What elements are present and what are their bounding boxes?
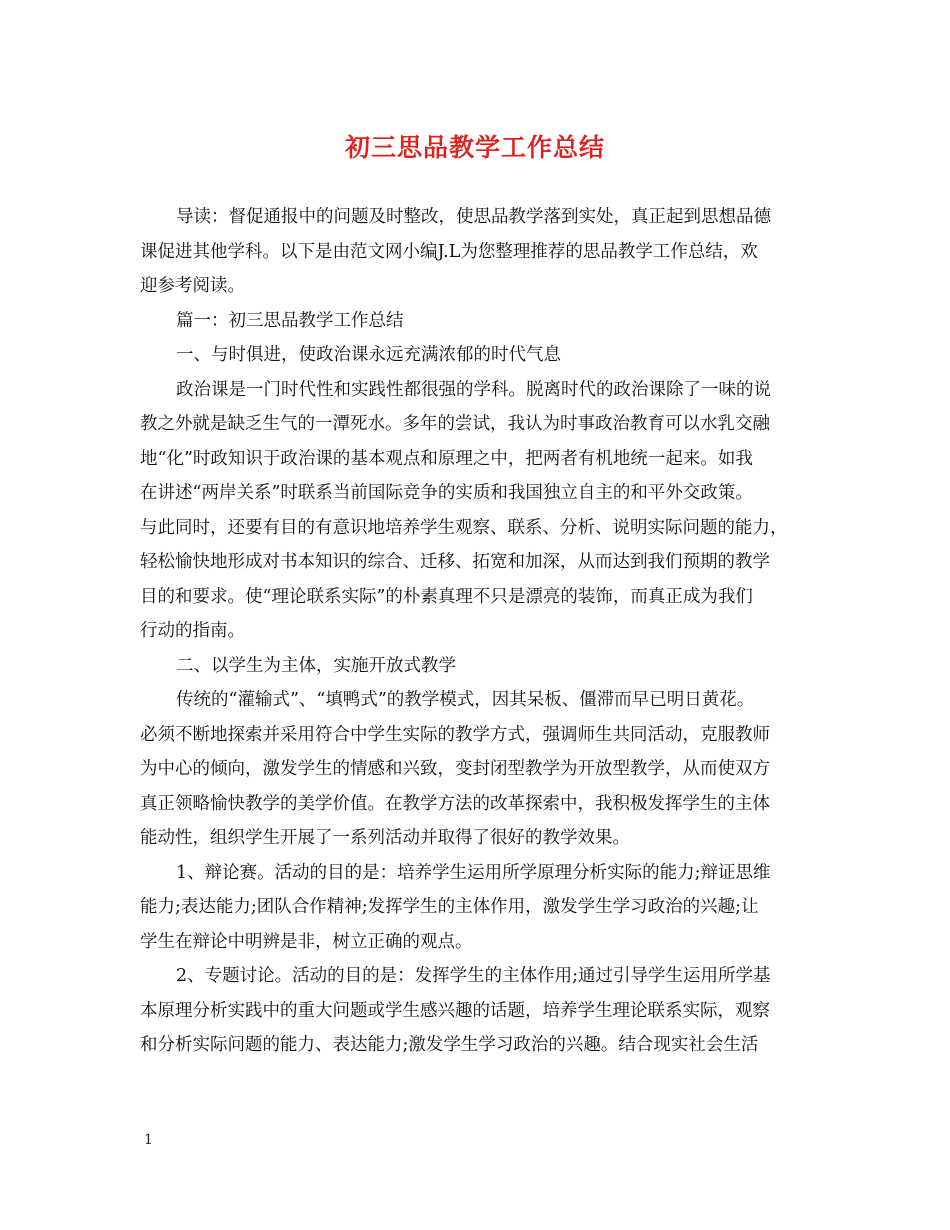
paragraph-line: 为中心的倾向，激发学生的情感和兴致，变封闭型教学为开放型教学，从而使双方: [140, 759, 770, 779]
paragraph-line: 必须不断地探索并采用符合中学生实际的教学方式，强调师生共同活动，克服教师: [140, 724, 770, 745]
paragraph-line: 能力;表达能力;团队合作精神;发挥学生的主体作用，激发学生学习政治的兴趣;让: [140, 897, 759, 917]
document-body: [140, 200, 812, 1063]
paragraph-line: 课促进其他学科。以下是由范文网小编J.L为您整理推荐的思品教学工作总结，欢: [140, 241, 758, 262]
paragraph-line: 导读：督促通报中的问题及时整改，使思品教学落到实处，真正起到思想品德: [176, 207, 771, 227]
paragraph-line: 教之外就是缺乏生气的一潭死水。多年的尝试，我认为时事政治教育可以水乳交融: [140, 414, 770, 434]
page-number: 1: [144, 1132, 153, 1148]
paragraph-line: 传统的“灌输式”、“填鸭式”的教学模式，因其呆板、僵滞而早已明日黄花。: [176, 690, 755, 710]
paragraph-line: 行动的指南。: [140, 621, 245, 641]
section-heading: 二、以学生为主体，实施开放式教学: [176, 655, 456, 676]
paragraph-line: 政治课是一门时代性和实践性都很强的学科。脱离时代的政治课除了一味的说: [176, 379, 771, 400]
paragraph-line: 和分析实际问题的能力、表达能力;激发学生学习政治的兴趣。结合现实社会生活: [140, 1035, 759, 1055]
paragraph-line: 学生在辩论中明辨是非，树立正确的观点。: [140, 931, 473, 952]
paragraph-line: 目的和要求。使“理论联系实际”的朴素真理不只是漂亮的装饰，而真正成为我们: [140, 586, 753, 607]
paragraph-line: 与此同时，还要有目的有意识地培养学生观察、联系、分析、说明实际问题的能力，: [140, 517, 788, 538]
paragraph-line: 在讲述“两岸关系”时联系当前国际竞争的实质和我国独立自主的和平外交政策。: [140, 483, 753, 503]
paragraph-line: 轻松愉快地形成对书本知识的综合、迁移、拓宽和加深，从而达到我们预期的教学: [140, 552, 770, 572]
paragraph-line: 1、辩论赛。活动的目的是：培养学生运用所学原理分析实际的能力;辩证思维: [176, 862, 771, 883]
section-heading: 篇一：初三思品教学工作总结: [176, 310, 404, 331]
paragraph-line: 本原理分析实践中的重大问题或学生感兴趣的话题，培养学生理论联系实际，观察: [140, 1000, 770, 1021]
paragraph-line: 地“化”时政知识于政治课的基本观点和原理之中，把两者有机地统一起来。如我: [140, 448, 753, 469]
paragraph-line: 真正领略愉快教学的美学价值。在教学方法的改革探索中，我积极发挥学生的主体: [140, 793, 770, 814]
paragraph-line: 迎参考阅读。: [140, 276, 245, 296]
paragraph-line: 2、专题讨论。活动的目的是：发挥学生的主体作用;通过引导学生运用所学基: [176, 966, 771, 986]
paragraph-line: 能动性，组织学生开展了一系列活动并取得了很好的教学效果。: [140, 828, 630, 848]
section-heading: 一、与时俱进，使政治课永远充满浓郁的时代气息: [176, 345, 561, 365]
document-title: 初三思品教学工作总结: [344, 133, 605, 162]
